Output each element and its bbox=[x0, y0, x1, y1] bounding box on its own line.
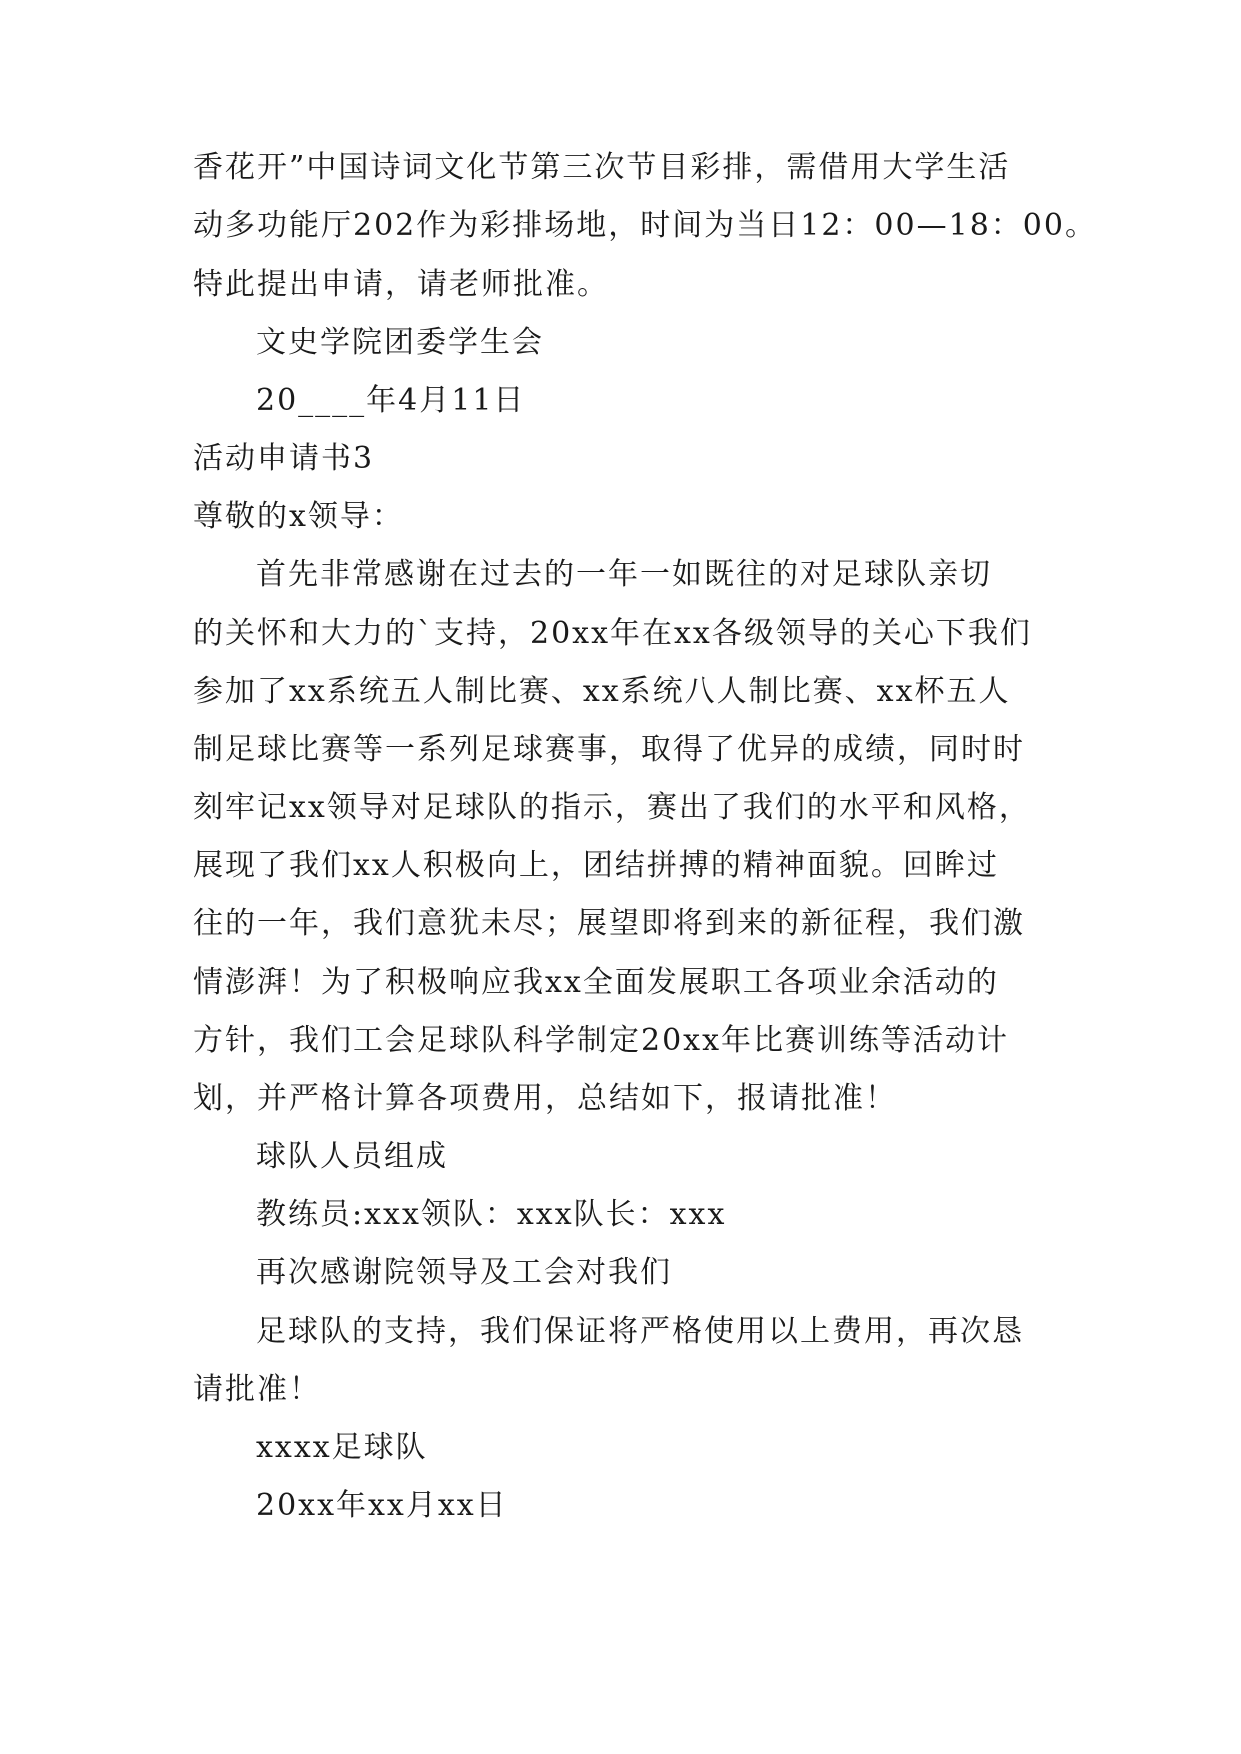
text-line: 教练员:xxx领队：xxx队长：xxx bbox=[256, 1197, 727, 1232]
signature-org: 文史学院团委学生会 bbox=[256, 325, 544, 360]
text-line: 首先非常感谢在过去的一年一如既往的对足球队亲切 bbox=[256, 557, 992, 592]
text-line: 足球队的支持，我们保证将严格使用以上费用，再次恳 bbox=[256, 1314, 1024, 1349]
salutation: 尊敬的x领导： bbox=[193, 499, 404, 534]
text-line: 动多功能厅202作为彩排场地，时间为当日12：00—18：00。 bbox=[193, 208, 1097, 243]
signature-date: 20xx年xx月xx日 bbox=[256, 1488, 508, 1523]
text-line: 香花开”中国诗词文化节第三次节目彩排，需借用大学生活 bbox=[193, 150, 1011, 185]
text-line: 方针，我们工会足球队科学制定20xx年比赛训练等活动计 bbox=[193, 1023, 1010, 1058]
text-line: 特此提出申请，请老师批准。 bbox=[193, 267, 609, 302]
text-line: 刻牢记xx领导对足球队的指示，赛出了我们的水平和风格， bbox=[193, 790, 1031, 825]
text-line: 请批准！ bbox=[193, 1372, 321, 1407]
text-line: 往的一年，我们意犹未尽；展望即将到来的新征程，我们激 bbox=[193, 906, 1025, 941]
text-line: 制足球比赛等一系列足球赛事，取得了优异的成绩，同时时 bbox=[193, 732, 1025, 767]
text-line: 的关怀和大力的`支持，20xx年在xx各级领导的关心下我们 bbox=[193, 616, 1032, 651]
text-line: 情澎湃！为了积极响应我xx全面发展职工各项业余活动的 bbox=[193, 965, 999, 1000]
text-line: 展现了我们xx人积极向上，团结拼搏的精神面貌。回眸过 bbox=[193, 848, 999, 883]
text-line: 划，并严格计算各项费用，总结如下，报请批准！ bbox=[193, 1081, 897, 1116]
signature-team: xxxx足球队 bbox=[256, 1430, 428, 1465]
text-line: 参加了xx系统五人制比赛、xx系统八人制比赛、xx杯五人 bbox=[193, 674, 1011, 709]
signature-date: 20____年4月11日 bbox=[256, 383, 526, 418]
section-title: 活动申请书3 bbox=[193, 441, 375, 476]
text-line: 再次感谢院领导及工会对我们 bbox=[256, 1255, 672, 1290]
text-line: 球队人员组成 bbox=[256, 1139, 448, 1174]
